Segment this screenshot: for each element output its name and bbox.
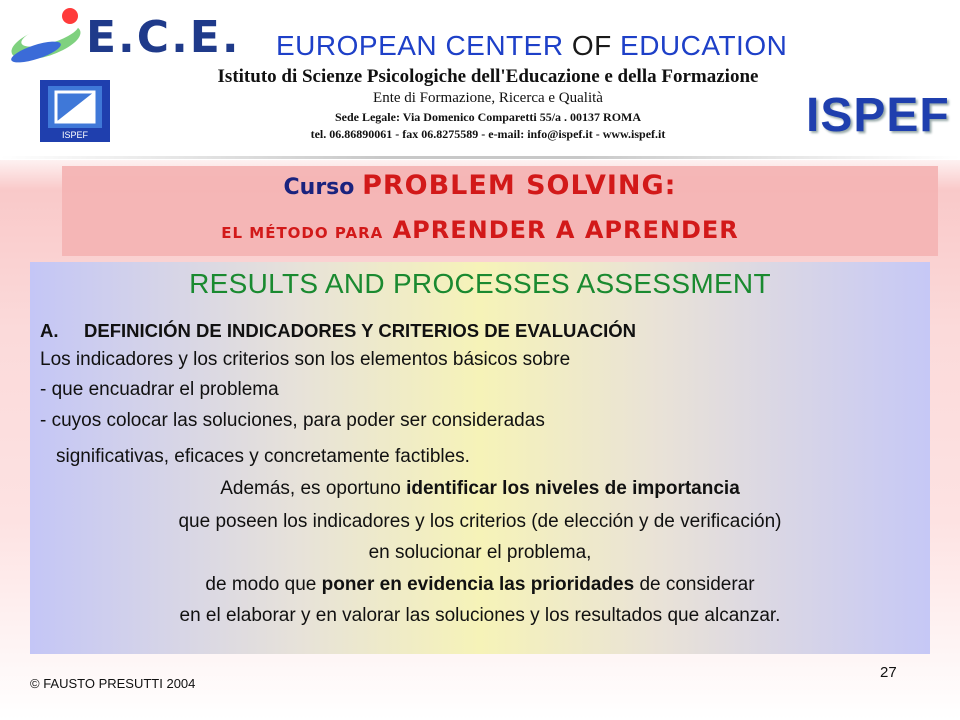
course-sub-prefix: EL MÉTODO PARA xyxy=(221,224,384,242)
ece-logo-text: E.C.E. xyxy=(86,12,241,63)
body-line: significativas, eficaces y concretamente factibles. xyxy=(56,446,470,467)
ece-title xyxy=(276,30,787,62)
ece-title-word: CENTER xyxy=(445,30,564,61)
istituto-subtitle: Ente di Formazione, Ricerca e Qualità xyxy=(373,90,603,106)
body-line-centered: en el elaborar y en valorar las soluciones y los resultados que alcanzar. xyxy=(179,605,781,626)
header-divider xyxy=(0,156,960,159)
page-number: 27 xyxy=(880,664,897,681)
emphasis-text: identificar los niveles de importancia xyxy=(406,478,740,499)
ispef-square-logo-icon xyxy=(38,78,112,144)
copyright-notice: © FAUSTO PRESUTTI 2004 xyxy=(30,676,196,691)
body-line-centered: en solucionar el problema, xyxy=(368,542,592,563)
course-subtitle xyxy=(0,216,960,244)
ispef-square-label: ISPEF xyxy=(61,130,89,140)
istituto-address: Sede Legale: Via Domenico Comparetti 55/a . 00137 ROMA xyxy=(334,110,642,124)
body-line: - cuyos colocar las soluciones, para poder ser consideradas xyxy=(40,410,545,431)
body-line-centered: Además, es oportuno identificar los niveles de importancia xyxy=(220,478,740,499)
course-title xyxy=(0,170,960,201)
body-line: - que encuadrar el problema xyxy=(40,379,279,400)
istituto-name: Istituto di Scienze Psicologiche dell'Educazione e della Formazione xyxy=(217,66,759,87)
body-line-centered: que poseen los indicadores y los criterios (de elección y de verificación) xyxy=(178,511,782,532)
definition-number: A. xyxy=(40,320,59,341)
istituto-contacts: tel. 06.86890061 - fax 06.8275589 - e-mail: info@ispef.it - www.ispef.it xyxy=(310,127,666,141)
emphasis-text: poner en evidencia las prioridades xyxy=(321,574,635,595)
istituto-info xyxy=(208,66,768,142)
course-prefix: Curso xyxy=(283,175,355,200)
ece-title-word: OF xyxy=(571,30,612,61)
body-line: Los indicadores y los criterios son los elementos básicos sobre xyxy=(40,349,571,370)
ece-title-word: EDUCATION xyxy=(620,30,788,61)
definition-heading xyxy=(40,320,636,342)
definition-text: DEFINICIÓN DE INDICADORES Y CRITERIOS DE EVALUACIÓN xyxy=(84,320,636,341)
course-sub-main: APRENDER A APRENDER xyxy=(392,216,739,244)
section-title: RESULTS AND PROCESSES ASSESSMENT xyxy=(189,268,771,299)
ece-title-word: EUROPEAN xyxy=(276,30,438,61)
ispef-wordmark: ISPEF xyxy=(806,89,950,142)
course-main: PROBLEM SOLVING: xyxy=(362,170,677,201)
body-line-centered: de modo que poner en evidencia las prioridades de considerar xyxy=(205,574,755,595)
